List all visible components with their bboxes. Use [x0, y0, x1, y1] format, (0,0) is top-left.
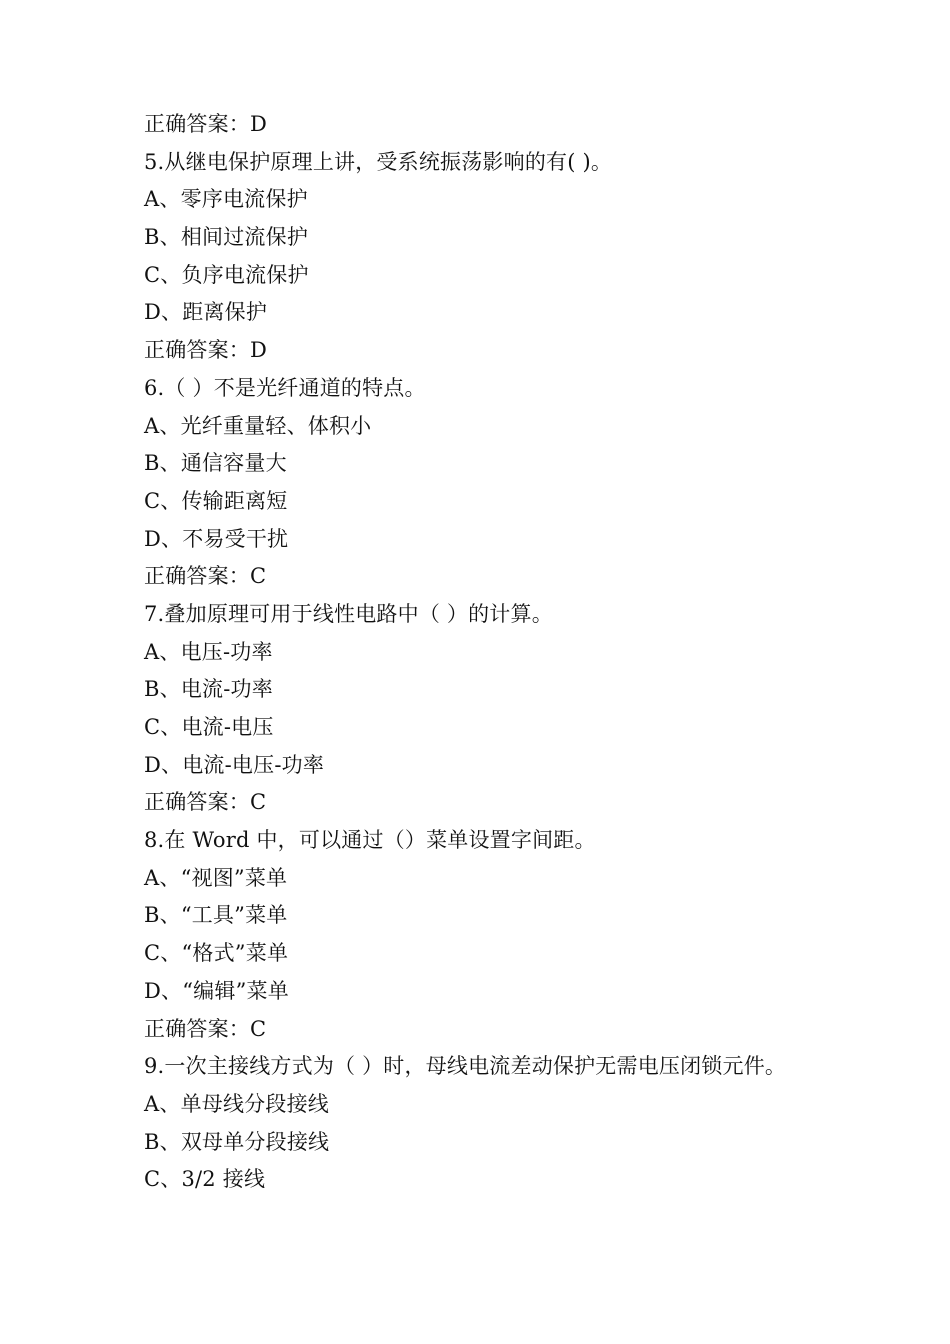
- answer-line: 正确答案：C: [144, 1016, 267, 1041]
- question-7: 7.叠加原理可用于线性电路中（ ）的计算。: [144, 601, 553, 626]
- answer-line: 正确答案：D: [144, 338, 268, 363]
- option-d: D、不易受干扰: [144, 526, 289, 551]
- option-b: B、双母单分段接线: [144, 1129, 330, 1154]
- option-b: B、“工具”菜单: [144, 903, 288, 928]
- question-8: 8.在 Word 中，可以通过（）菜单设置字间距。: [144, 828, 596, 853]
- option-c: C、3/2 接线: [144, 1167, 266, 1192]
- option-a: A、单母线分段接线: [144, 1091, 329, 1116]
- answer-line: 正确答案：C: [144, 564, 267, 589]
- question-5: 5.从继电保护原理上讲，受系统振荡影响的有( )。: [144, 149, 613, 174]
- option-d: D、电流-电压-功率: [144, 752, 325, 777]
- answer-line: 正确答案：C: [144, 790, 267, 815]
- option-a: A、电压-功率: [144, 639, 273, 664]
- option-a: A、“视图”菜单: [144, 865, 288, 890]
- question-6: 6.（ ）不是光纤通道的特点。: [144, 375, 426, 400]
- option-c: C、负序电流保护: [144, 262, 309, 287]
- option-a: A、零序电流保护: [144, 187, 308, 212]
- document-content: [144, 106, 864, 1199]
- option-b: B、通信容量大: [144, 451, 287, 476]
- answer-line: 正确答案：D: [144, 112, 268, 136]
- option-b: B、电流-功率: [144, 677, 273, 702]
- option-c: C、传输距离短: [144, 488, 288, 513]
- option-b: B、相间过流保护: [144, 225, 309, 250]
- option-a: A、光纤重量轻、体积小: [144, 413, 372, 438]
- option-c: C、“格式”菜单: [144, 941, 289, 966]
- option-d: D、“编辑”菜单: [144, 978, 289, 1003]
- question-9: 9.一次主接线方式为（ ）时，母线电流差动保护无需电压闭锁元件。: [144, 1054, 787, 1079]
- option-c: C、电流-电压: [144, 715, 274, 739]
- option-d: D、距离保护: [144, 300, 268, 325]
